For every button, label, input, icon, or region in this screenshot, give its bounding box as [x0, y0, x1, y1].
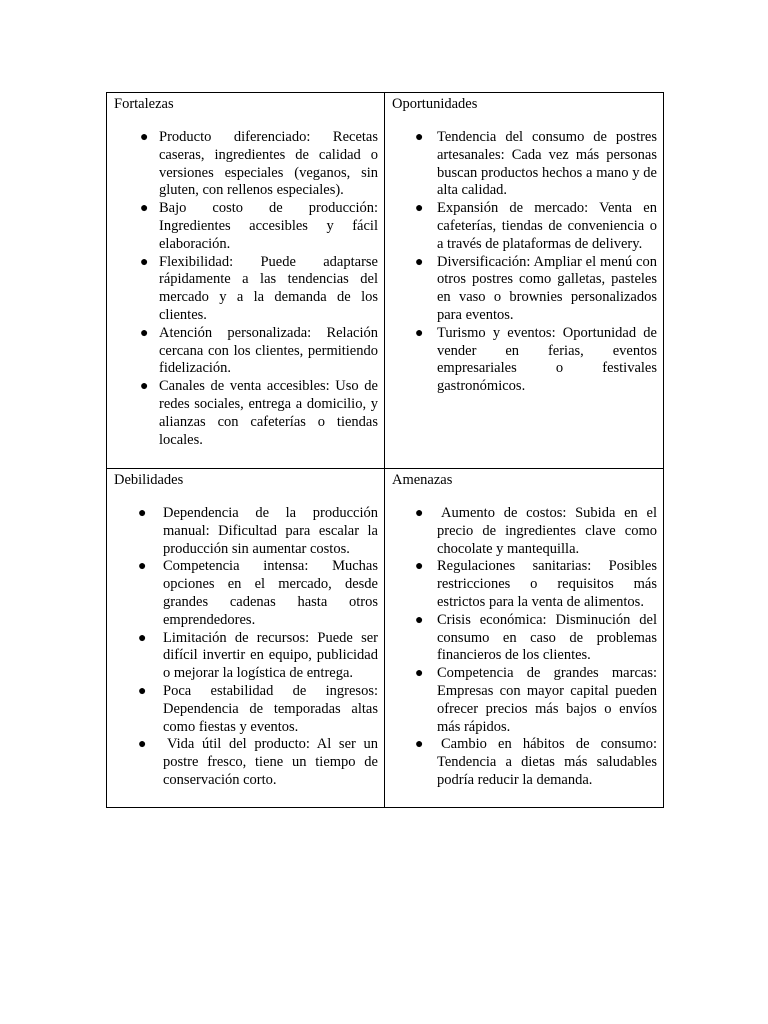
list-item: ● Competencia de grandes marcas: Empresas con mayor capital pueden ofrecer precios más bajos o envíos más rápidos. — [415, 665, 657, 735]
bullet-icon: ● — [415, 506, 424, 521]
fortalezas-cell — [107, 93, 385, 469]
amenazas-list — [392, 505, 657, 790]
list-item: ● Expansión de mercado: Venta en cafeterías, tiendas de conveniencia o a través de plataformas de delivery. — [415, 200, 657, 252]
fortalezas-title: Fortalezas — [114, 96, 174, 112]
list-item: ● Bajo costo de producción: Ingredientes accesibles y fácil elaboración. — [140, 200, 378, 252]
list-item: ● Crisis económica: Disminución del consumo en caso de problemas financieros de los clientes. — [415, 611, 657, 664]
bullet-icon: ● — [415, 737, 424, 753]
list-item: ● Tendencia del consumo de postres artesanales: Cada vez más personas buscan productos hechos a mano y de alta calidad. — [415, 129, 657, 199]
bullet-icon: ● — [415, 612, 424, 628]
bullet-icon: ● — [138, 737, 147, 753]
list-item: ● Canales de venta accesibles: Uso de redes sociales, entrega a domicilio, y alianzas con cafeterías o tiendas locales. — [140, 378, 378, 448]
list-item: ● Poca estabilidad de ingresos: Dependencia de temporadas altas como fiestas y eventos. — [138, 682, 378, 735]
amenazas-title: Amenazas — [392, 472, 453, 488]
bullet-icon: ● — [140, 130, 149, 145]
list-item: ● Cambio en hábitos de consumo: Tendencia a dietas más saludables podría reducir la demanda. — [415, 736, 657, 788]
oportunidades-title: Oportunidades — [392, 96, 478, 112]
oportunidades-cell — [385, 93, 664, 469]
list-item: ● Diversificación: Ampliar el menú con otros postres como galletas, pasteles en vaso o brownies personalizados para eventos. — [415, 253, 657, 323]
swot-table — [106, 92, 664, 808]
bullet-icon: ● — [138, 506, 147, 521]
debilidades-cell — [107, 469, 385, 808]
bullet-icon: ● — [140, 325, 149, 341]
bullet-icon: ● — [415, 201, 424, 217]
bullet-icon: ● — [140, 201, 149, 217]
bullet-icon: ● — [140, 254, 149, 270]
list-item: ● Flexibilidad: Puede adaptarse rápidamente a las tendencias del mercado y a la demanda de los clientes. — [140, 253, 378, 323]
list-item: ● Atención personalizada: Relación cercana con los clientes, permitiendo fidelización. — [140, 324, 378, 377]
list-item: ● Limitación de recursos: Puede ser difícil invertir en equipo, publicidad o mejorar la logística de entrega. — [138, 629, 378, 682]
bullet-icon: ● — [415, 559, 424, 575]
bullet-icon: ● — [138, 630, 147, 646]
bullet-icon: ● — [415, 130, 424, 145]
list-item: ● Vida útil del producto: Al ser un postre fresco, tiene un tiempo de conservación corto. — [138, 736, 378, 788]
bullet-icon: ● — [138, 559, 147, 575]
oportunidades-list — [392, 129, 657, 396]
amenazas-cell — [385, 469, 664, 808]
list-item: ● Regulaciones sanitarias: Posibles restricciones o requisitos más estrictos para la venta de alimentos. — [415, 558, 657, 610]
list-item: ● Producto diferenciado: Recetas caseras, ingredientes de calidad o versiones especiales (veganos, sin gluten, con rellenos especiales). — [140, 129, 378, 199]
list-item: ● Aumento de costos: Subida en el precio de ingredientes clave como chocolate y mantequilla. — [415, 505, 657, 557]
list-item: ● Dependencia de la producción manual: Dificultad para escalar la producción sin aumentar costos. — [138, 505, 378, 557]
bullet-icon: ● — [415, 254, 424, 270]
debilidades-list — [114, 505, 378, 790]
list-item: ● Turismo y eventos: Oportunidad de vender en ferias, eventos empresariales o festivales gastronómicos. — [415, 324, 657, 395]
bullet-icon: ● — [138, 683, 147, 699]
debilidades-title: Debilidades — [114, 472, 184, 488]
bullet-icon: ● — [415, 666, 424, 682]
bullet-icon: ● — [140, 379, 149, 395]
bullet-icon: ● — [415, 325, 424, 341]
fortalezas-list — [114, 129, 378, 449]
list-item: ● Competencia intensa: Muchas opciones en el mercado, desde grandes cadenas hasta otros emprendedores. — [138, 558, 378, 628]
